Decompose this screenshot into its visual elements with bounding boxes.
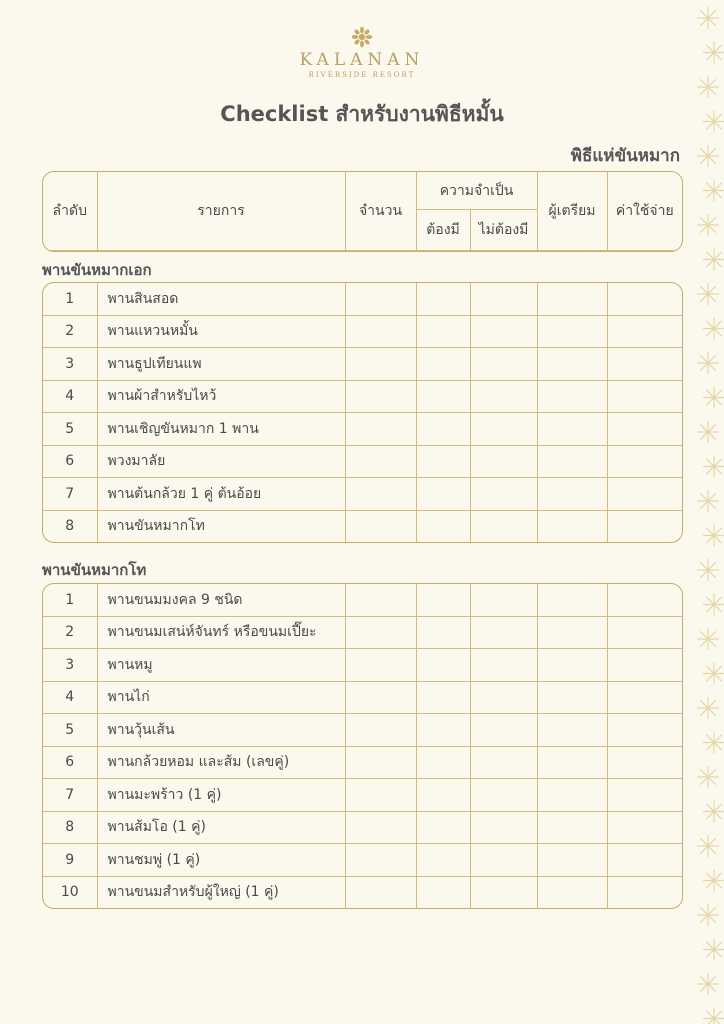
preparer-cell[interactable] — [537, 413, 607, 446]
table-row — [43, 779, 682, 812]
cost-cell[interactable] — [607, 876, 682, 908]
qty-cell[interactable] — [345, 844, 416, 877]
row-number: 9 — [43, 844, 97, 877]
qty-cell[interactable] — [345, 779, 416, 812]
sparkle-star-icon — [703, 387, 724, 409]
not-required-checkbox-cell[interactable] — [470, 510, 537, 542]
preparer-cell[interactable] — [537, 478, 607, 511]
qty-cell[interactable] — [345, 811, 416, 844]
required-checkbox-cell[interactable] — [416, 876, 470, 908]
table-row — [43, 510, 682, 542]
preparer-cell[interactable] — [537, 681, 607, 714]
qty-cell[interactable] — [345, 380, 416, 413]
not-required-checkbox-cell[interactable] — [470, 714, 537, 747]
required-checkbox-cell[interactable] — [416, 445, 470, 478]
sparkle-star-icon — [697, 904, 719, 926]
cost-cell[interactable] — [607, 380, 682, 413]
table-row — [43, 876, 682, 908]
not-required-checkbox-cell[interactable] — [470, 315, 537, 348]
preparer-cell[interactable] — [537, 649, 607, 682]
row-number: 1 — [43, 283, 97, 315]
not-required-checkbox-cell[interactable] — [470, 283, 537, 315]
preparer-cell[interactable] — [537, 714, 607, 747]
sparkle-star-icon — [703, 801, 724, 823]
sparkle-star-icon — [697, 283, 719, 305]
row-number: 1 — [43, 584, 97, 616]
not-required-checkbox-cell[interactable] — [470, 445, 537, 478]
qty-cell[interactable] — [345, 445, 416, 478]
not-required-checkbox-cell[interactable] — [470, 779, 537, 812]
header-item: รายการ — [97, 172, 345, 251]
sparkle-star-icon — [703, 525, 724, 547]
lotus-sun-icon — [351, 26, 373, 48]
header-cost: ค่าใช้จ่าย — [607, 172, 682, 251]
cost-cell[interactable] — [607, 283, 682, 315]
row-number: 6 — [43, 746, 97, 779]
row-number: 7 — [43, 478, 97, 511]
cost-cell[interactable] — [607, 811, 682, 844]
table-row — [43, 811, 682, 844]
row-number: 4 — [43, 681, 97, 714]
row-item-name: พานส้มโอ (1 คู่) — [97, 811, 345, 844]
row-number: 10 — [43, 876, 97, 908]
sparkle-star-icon — [697, 145, 719, 167]
sparkle-star-icon — [703, 249, 724, 271]
required-checkbox-cell[interactable] — [416, 616, 470, 649]
qty-cell[interactable] — [345, 714, 416, 747]
qty-cell[interactable] — [345, 348, 416, 381]
row-number: 6 — [43, 445, 97, 478]
qty-cell[interactable] — [345, 478, 416, 511]
table-row — [43, 348, 682, 381]
row-number: 7 — [43, 779, 97, 812]
sparkle-star-icon — [697, 490, 719, 512]
cost-cell[interactable] — [607, 478, 682, 511]
cost-cell[interactable] — [607, 315, 682, 348]
not-required-checkbox-cell[interactable] — [470, 811, 537, 844]
required-checkbox-cell[interactable] — [416, 283, 470, 315]
preparer-cell[interactable] — [537, 779, 607, 812]
not-required-checkbox-cell[interactable] — [470, 584, 537, 616]
row-item-name: พานธูปเทียนแพ — [97, 348, 345, 381]
required-checkbox-cell[interactable] — [416, 779, 470, 812]
table-row — [43, 844, 682, 877]
row-item-name: พานมะพร้าว (1 คู่) — [97, 779, 345, 812]
table-row — [43, 714, 682, 747]
brand-name: KALANAN — [299, 50, 425, 70]
row-item-name: พานเชิญขันหมาก 1 พาน — [97, 413, 345, 446]
preparer-cell[interactable] — [537, 510, 607, 542]
table-row — [43, 315, 682, 348]
row-number: 4 — [43, 380, 97, 413]
table-row — [43, 283, 682, 315]
qty-cell[interactable] — [345, 510, 416, 542]
sparkle-star-icon — [697, 628, 719, 650]
header-necessity: ความจำเป็น — [416, 172, 537, 210]
table-row — [43, 478, 682, 511]
sparkle-star-icon — [697, 214, 719, 236]
row-number: 5 — [43, 714, 97, 747]
header-no: ลำดับ — [43, 172, 97, 251]
preparer-cell[interactable] — [537, 746, 607, 779]
row-item-name: พานกล้วยหอม และส้ม (เลขคู่) — [97, 746, 345, 779]
row-item-name: พานสินสอด — [97, 283, 345, 315]
header-preparer: ผู้เตรียม — [537, 172, 607, 251]
row-number: 3 — [43, 348, 97, 381]
table-row — [43, 380, 682, 413]
preparer-cell[interactable] — [537, 445, 607, 478]
primary-tray-table — [42, 282, 683, 543]
preparer-cell[interactable] — [537, 876, 607, 908]
required-checkbox-cell[interactable] — [416, 844, 470, 877]
not-required-checkbox-cell[interactable] — [470, 746, 537, 779]
required-checkbox-cell[interactable] — [416, 584, 470, 616]
qty-cell[interactable] — [345, 413, 416, 446]
sparkle-star-icon — [703, 939, 724, 961]
row-item-name: พานแหวนหมั้น — [97, 315, 345, 348]
row-item-name: พานชมพู่ (1 คู่) — [97, 844, 345, 877]
preparer-cell[interactable] — [537, 616, 607, 649]
sparkle-star-icon — [697, 835, 719, 857]
sparkle-star-icon — [697, 697, 719, 719]
cost-cell[interactable] — [607, 616, 682, 649]
row-item-name: พานขนมเสน่ห์จันทร์ หรือขนมเปี๊ยะ — [97, 616, 345, 649]
preparer-cell[interactable] — [537, 380, 607, 413]
page-title: Checklist สำหรับงานพิธีหมั้น — [220, 102, 504, 126]
table-row — [43, 681, 682, 714]
row-item-name: พานผ้าสำหรับไหว้ — [97, 380, 345, 413]
preparer-cell[interactable] — [537, 844, 607, 877]
not-required-checkbox-cell[interactable] — [470, 876, 537, 908]
required-checkbox-cell[interactable] — [416, 746, 470, 779]
sparkle-border-decoration — [686, 0, 724, 1024]
row-number: 3 — [43, 649, 97, 682]
cost-cell[interactable] — [607, 348, 682, 381]
table-row — [43, 649, 682, 682]
brand-logo — [0, 26, 724, 79]
required-checkbox-cell[interactable] — [416, 380, 470, 413]
preparer-cell[interactable] — [537, 315, 607, 348]
not-required-checkbox-cell[interactable] — [470, 380, 537, 413]
cost-cell[interactable] — [607, 681, 682, 714]
preparer-cell[interactable] — [537, 584, 607, 616]
cost-cell[interactable] — [607, 844, 682, 877]
sparkle-star-icon — [697, 421, 719, 443]
sparkle-star-icon — [697, 76, 719, 98]
header-required: ต้องมี — [416, 210, 470, 251]
required-checkbox-cell[interactable] — [416, 315, 470, 348]
preparer-cell[interactable] — [537, 348, 607, 381]
table-row — [43, 413, 682, 446]
sparkle-star-icon — [703, 1008, 724, 1024]
not-required-checkbox-cell[interactable] — [470, 478, 537, 511]
row-item-name: พานวุ้นเส้น — [97, 714, 345, 747]
header-table — [42, 171, 683, 252]
row-item-name: พานหมู — [97, 649, 345, 682]
required-checkbox-cell[interactable] — [416, 413, 470, 446]
qty-cell[interactable] — [345, 681, 416, 714]
secondary-tray-table — [42, 583, 683, 909]
row-item-name: พานขนมมงคล 9 ชนิด — [97, 584, 345, 616]
row-item-name: พานไก่ — [97, 681, 345, 714]
table-row — [43, 746, 682, 779]
row-item-name: พานขนมสำหรับผู้ใหญ่ (1 คู่) — [97, 876, 345, 908]
not-required-checkbox-cell[interactable] — [470, 844, 537, 877]
sparkle-star-icon — [697, 352, 719, 374]
cost-cell[interactable] — [607, 445, 682, 478]
not-required-checkbox-cell[interactable] — [470, 649, 537, 682]
sparkle-star-icon — [703, 732, 724, 754]
preparer-cell[interactable] — [537, 811, 607, 844]
not-required-checkbox-cell[interactable] — [470, 681, 537, 714]
row-number: 2 — [43, 616, 97, 649]
sparkle-star-icon — [703, 594, 724, 616]
qty-cell[interactable] — [345, 315, 416, 348]
table-row — [43, 584, 682, 616]
cost-cell[interactable] — [607, 714, 682, 747]
preparer-cell[interactable] — [537, 283, 607, 315]
brand-subtitle: RIVERSIDE RESORT — [308, 71, 416, 79]
header-qty: จำนวน — [345, 172, 416, 251]
ceremony-title: พิธีแห่ขันหมาก — [570, 146, 680, 166]
cost-cell[interactable] — [607, 779, 682, 812]
qty-cell[interactable] — [345, 876, 416, 908]
cost-cell[interactable] — [607, 649, 682, 682]
header-not-required: ไม่ต้องมี — [470, 210, 537, 251]
not-required-checkbox-cell[interactable] — [470, 413, 537, 446]
section-title-secondary: พานขันหมากโท — [42, 561, 147, 579]
table-row — [43, 616, 682, 649]
sparkle-star-icon — [697, 559, 719, 581]
row-item-name: พวงมาลัย — [97, 445, 345, 478]
row-item-name: พานขันหมากโท — [97, 510, 345, 542]
qty-cell[interactable] — [345, 283, 416, 315]
qty-cell[interactable] — [345, 649, 416, 682]
sparkle-star-icon — [697, 766, 719, 788]
qty-cell[interactable] — [345, 616, 416, 649]
sparkle-star-icon — [703, 180, 724, 202]
row-item-name: พานต้นกล้วย 1 คู่ ต้นอ้อย — [97, 478, 345, 511]
required-checkbox-cell[interactable] — [416, 348, 470, 381]
required-checkbox-cell[interactable] — [416, 714, 470, 747]
row-number: 2 — [43, 315, 97, 348]
sparkle-star-icon — [703, 456, 724, 478]
qty-cell[interactable] — [345, 746, 416, 779]
cost-cell[interactable] — [607, 510, 682, 542]
row-number: 8 — [43, 811, 97, 844]
required-checkbox-cell[interactable] — [416, 811, 470, 844]
qty-cell[interactable] — [345, 584, 416, 616]
row-number: 5 — [43, 413, 97, 446]
row-number: 8 — [43, 510, 97, 542]
sparkle-star-icon — [697, 973, 719, 995]
sparkle-star-icon — [703, 870, 724, 892]
cost-cell[interactable] — [607, 746, 682, 779]
cost-cell[interactable] — [607, 584, 682, 616]
required-checkbox-cell[interactable] — [416, 478, 470, 511]
table-row — [43, 445, 682, 478]
sparkle-star-icon — [703, 663, 724, 685]
not-required-checkbox-cell[interactable] — [470, 348, 537, 381]
section-title-primary: พานขันหมากเอก — [42, 261, 152, 279]
required-checkbox-cell[interactable] — [416, 681, 470, 714]
cost-cell[interactable] — [607, 413, 682, 446]
required-checkbox-cell[interactable] — [416, 649, 470, 682]
not-required-checkbox-cell[interactable] — [470, 616, 537, 649]
sparkle-star-icon — [703, 318, 724, 340]
required-checkbox-cell[interactable] — [416, 510, 470, 542]
